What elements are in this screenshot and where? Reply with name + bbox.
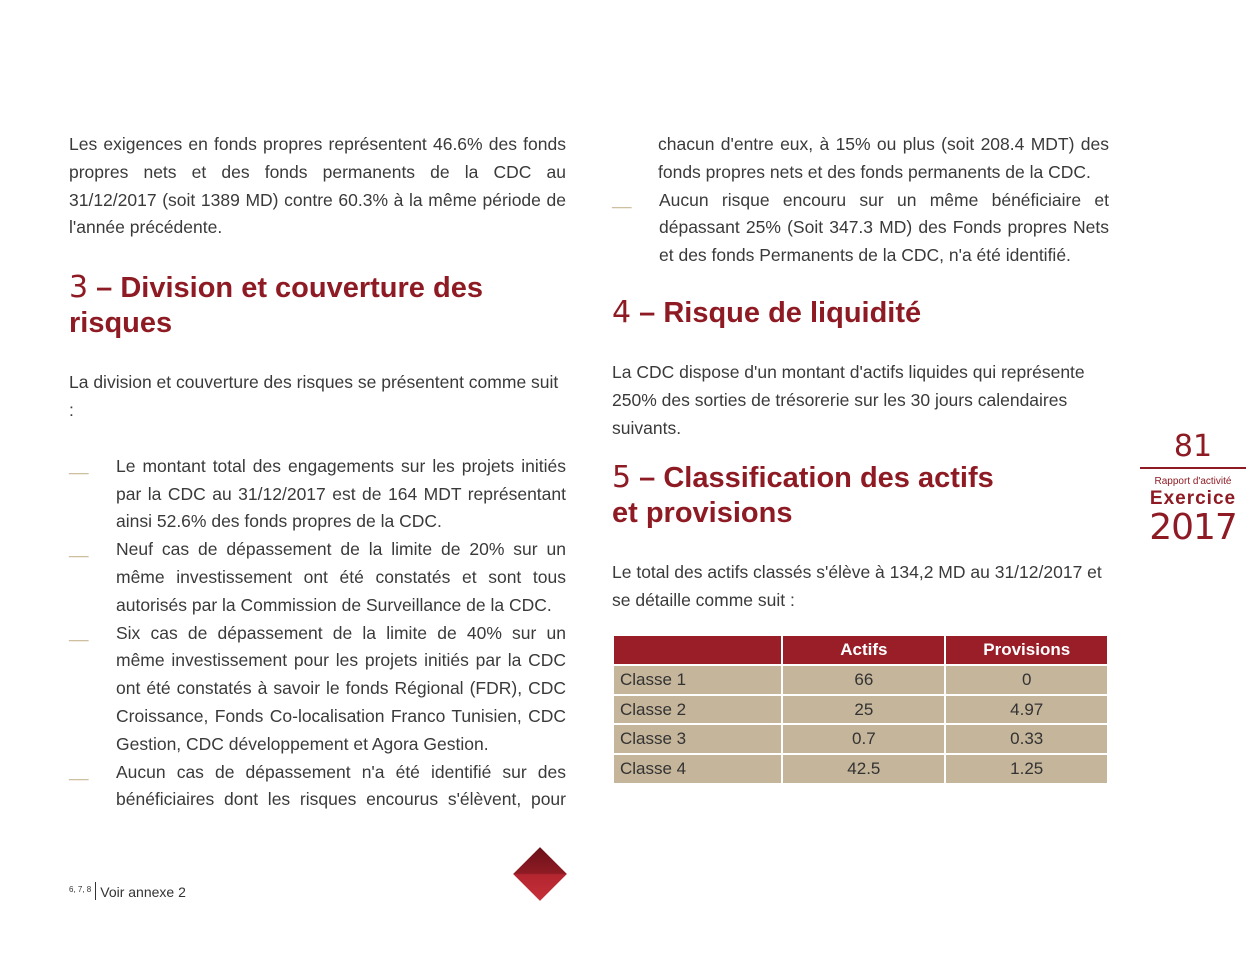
table-row xyxy=(613,695,1108,725)
table-cell-classe: Classe 3 xyxy=(613,724,782,754)
table-row xyxy=(613,754,1108,784)
bullet-dash: __ xyxy=(69,761,89,782)
list-item xyxy=(69,620,566,759)
page-marker-divider xyxy=(1140,467,1246,469)
bullet-dash: __ xyxy=(69,622,89,643)
table-header-actifs: Actifs xyxy=(782,635,945,665)
list-item-text: Aucun risque encouru sur un même bénéficiaire et dépassant 25% (Soit 347.3 MD) des Fonds propres Nets et des fonds Permanents de la CDC, n'a été identifié. xyxy=(659,189,1109,266)
footnote-text: Voir annexe 2 xyxy=(100,884,186,900)
table-cell-actifs: 42.5 xyxy=(782,754,945,784)
list-item xyxy=(69,536,566,619)
exercise-year: 2017 xyxy=(1149,507,1237,548)
list-item-text: Le montant total des engagements sur les projets initiés par la CDC au 31/12/2017 est de 164 MDT représentant ainsi 52.6% des fonds propres de la CDC. xyxy=(116,455,566,532)
table-cell-provisions: 0 xyxy=(945,665,1108,695)
paragraph-liquidite: La CDC dispose d'un montant d'actifs liquides qui représente 250% des sorties de trésorerie sur les 30 jours calendaires suivants. xyxy=(612,361,1085,438)
table-header-empty xyxy=(613,635,782,665)
diamond-logo-icon xyxy=(513,847,567,901)
section-5-title-line1: – Classification des actifs xyxy=(639,462,994,495)
footnote-refs: 6, 7, 8 xyxy=(69,885,92,894)
footnote-divider xyxy=(95,882,96,900)
list-item-text: Six cas de dépassement de la limite de 40% sur un même investissement pour les projets initiés par la CDC ont été constatés à savoir le fonds Régional (FDR), CDC Croissance, Fonds Co-localisation Franco Tunisien, CDC Gestion, CDC développement et Agora Gestion. xyxy=(116,622,566,754)
table-cell-actifs: 25 xyxy=(782,695,945,725)
left-column xyxy=(69,131,566,814)
section-4-title: – Risque de liquidité xyxy=(639,296,922,329)
section-5-heading xyxy=(612,460,1109,531)
list-item xyxy=(69,453,566,536)
table-cell-actifs: 0.7 xyxy=(782,724,945,754)
table-row xyxy=(613,665,1108,695)
section-4-number: 4 xyxy=(612,294,632,330)
paragraph-continuation: chacun d'entre eux, à 15% ou plus (soit 208.4 MDT) des fonds propres nets et des fonds permanents de la CDC. xyxy=(658,134,1109,182)
classification-table xyxy=(612,634,1109,785)
list-item-text: Aucun cas de dépassement n'a été identifié sur des bénéficiaires dont les risques encourus s'élèvent, pour xyxy=(116,761,566,810)
table-header-row xyxy=(613,635,1108,665)
table-cell-classe: Classe 2 xyxy=(613,695,782,725)
section-5-number: 5 xyxy=(612,460,632,496)
right-column xyxy=(612,131,1109,785)
paragraph-division-intro: La division et couverture des risques se présentent comme suit : xyxy=(69,372,559,420)
page-marker xyxy=(1140,430,1246,546)
table-cell-provisions: 1.25 xyxy=(945,754,1108,784)
section-5-title-line2: et provisions xyxy=(612,497,793,530)
list-item-text: Neuf cas de dépassement de la limite de 20% sur un même investissement ont été constatés et sont tous autorisés par la Commission de Surveillance de la CDC. xyxy=(116,539,566,615)
page-number: 81 xyxy=(1173,429,1213,464)
table-cell-classe: Classe 4 xyxy=(613,754,782,784)
table-header-provisions: Provisions xyxy=(945,635,1108,665)
paragraph-fonds-propres: Les exigences en fonds propres représentent 46.6% des fonds propres nets et des fonds permanents de la CDC au 31/12/2017 (soit 1389 MD) contre 60.3% à la même période de l'année précédente. xyxy=(69,134,566,238)
exercise-label: Exercice xyxy=(1149,488,1237,509)
table-cell-provisions: 0.33 xyxy=(945,724,1108,754)
bullet-dash: __ xyxy=(612,189,632,210)
table-cell-actifs: 66 xyxy=(782,665,945,695)
section-4-heading xyxy=(612,295,1109,331)
table-cell-classe: Classe 1 xyxy=(613,665,782,695)
report-label: Rapport d'activité xyxy=(1154,476,1232,487)
table-row xyxy=(613,724,1108,754)
bullet-dash: __ xyxy=(69,539,89,560)
footnote xyxy=(69,882,186,902)
table-cell-provisions: 4.97 xyxy=(945,695,1108,725)
paragraph-total-actifs: Le total des actifs classés s'élève à 134,2 MD au 31/12/2017 et se détaille comme suit : xyxy=(612,562,1102,611)
risk-bullet-list-continued xyxy=(612,187,1109,270)
section-3-number: 3 xyxy=(69,270,89,306)
risk-bullet-list xyxy=(69,453,566,814)
section-3-heading xyxy=(69,270,566,341)
bullet-dash: __ xyxy=(69,455,89,476)
section-3-title: – Division et couverture des risques xyxy=(69,272,483,340)
list-item xyxy=(69,759,566,815)
list-item xyxy=(612,187,1109,270)
